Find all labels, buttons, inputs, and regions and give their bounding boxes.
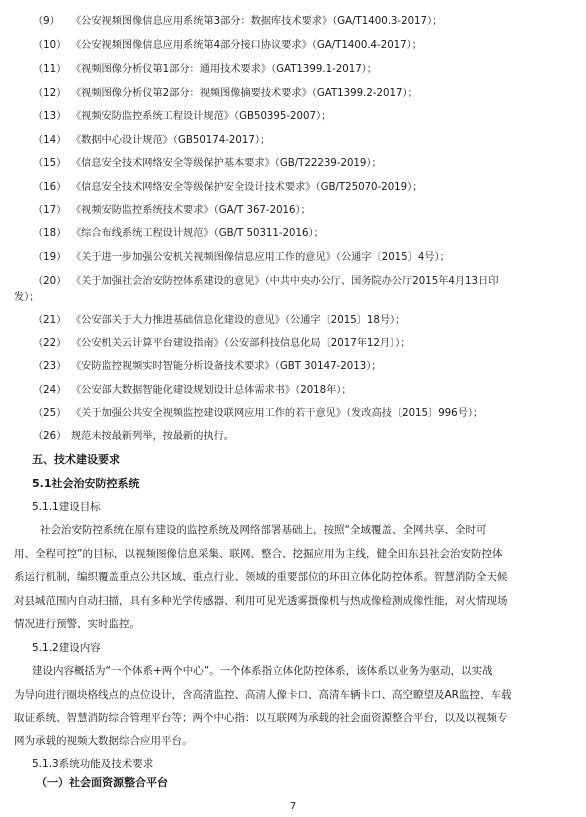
reference-index: （17） [33, 205, 67, 216]
reference-text: 《公安部大数据智能化建设规划设计总体需求书》（2018年）； [71, 385, 352, 396]
reference-text: 《关于加强社会治安防控体系建设的意见》（中共中央办公厅、国务院办公厅2015年4月13日印 [71, 276, 499, 287]
reference-text: 《视频图像分析仪第1部分：通用技术要求》（GAT1399.1-2017）； [71, 64, 377, 75]
reference-text: 《关于进一步加强公安机关视频图像信息应用工作的意见》（公通字〔2015〕4号）； [71, 252, 450, 263]
reference-text: 《信息安全技术网络安全等级保护安全设计技术要求》（GB/T25070-2019）； [71, 182, 423, 193]
paragraph-line: 系运行机制，编织覆盖重点公共区域、重点行业、领域的重要部位的环田立体化防控体系。智慧消防全天候 [14, 571, 508, 583]
subsection-heading: 5.1社会治安防控系统 [32, 477, 140, 490]
reference-text: 《安防监控视频实时智能分析设备技术要求》（GBT 30147-2013）； [71, 361, 382, 372]
paragraph-line: 建设内容概括为“一个体系+两个中心”。一个体系指立体化防控体系，该体系以业务为驱动，以实战 [32, 665, 493, 677]
reference-index: （16） [33, 182, 67, 193]
paragraph-line: 网为承载的视频大数据综合应用平台。 [14, 735, 193, 747]
paragraph-line: 取证系统、智慧消防综合管理平台等；两个中心指：以互联网为承载的社会面资源整合平台，以及以视频专 [14, 712, 508, 724]
subsection-heading: （一）社会面资源整合平台 [36, 776, 168, 789]
reference-index: （24） [33, 385, 67, 396]
reference-text: 《公安机关云计算平台建设指南》（公安部科技信息化局〔2017年12月〕）； [71, 338, 411, 349]
paragraph-line: 为导向进行圈块格线点的点位设计，含高清监控、高清人像卡口、高清车辆卡口、高空瞭望及AR监控、车载 [14, 689, 512, 701]
subsection-heading: 5.1.1建设目标 [32, 501, 101, 513]
reference-text: 规范未按最新列举，按最新的执行。 [71, 431, 234, 442]
reference-index: （23） [33, 361, 67, 372]
paragraph-line: 用、全程可控”的目标，以视频图像信息采集、联网、整合、挖掘应用为主线，健全田东县社会治安防控体 [14, 548, 503, 560]
reference-index: （20） [33, 276, 67, 287]
reference-text: 《综合布线系统工程设计规范》（GB/T 50311-2016）； [71, 228, 324, 239]
section-heading: 五、技术建设要求 [32, 453, 120, 466]
reference-continuation: 发）； [14, 292, 40, 303]
reference-text: 《视频图像分析仪第2部分：视频图像摘要技术要求》（GAT1399.2-2017）； [71, 88, 418, 99]
reference-index: （13） [33, 111, 67, 122]
reference-index: （21） [33, 315, 67, 326]
reference-index: （9） [33, 16, 60, 27]
reference-index: （19） [33, 252, 67, 263]
reference-index: （25） [33, 408, 67, 419]
reference-text: 《数据中心设计规范》（GB50174-2017）； [71, 135, 271, 146]
reference-text: 《视频安防监控系统技术要求》（GA/T 367-2016）； [71, 205, 311, 216]
reference-index: （10） [33, 40, 67, 51]
reference-text: 《公安部关于大力推进基础信息化建设的意见》（公通字〔2015〕18号）； [71, 315, 406, 326]
paragraph-line: 对县城范围内自动扫描，具有多种光学传感器、利用可见光透雾摄像机与热成像检测成像性能，对火情现场 [14, 595, 508, 607]
reference-text: 《信息安全技术网络安全等级保护基本要求》（GB/T22239-2019）； [71, 158, 382, 169]
reference-text: 《公安视频图像信息应用系统第3部分：数据库技术要求》（GA/T1400.3-2017）； [71, 16, 443, 27]
page-number: 7 [289, 801, 297, 812]
paragraph-line: 情况进行预警、实时监控。 [14, 618, 140, 630]
reference-index: （26） [33, 431, 67, 442]
reference-text: 《公安视频图像信息应用系统第4部分接口协议要求》（GA/T1400.4-2017）； [71, 40, 422, 51]
paragraph-line: 社会治安防控系统在原有建设的监控系统及网络部署基础上，按照“全域覆盖、全网共享、全时可 [40, 524, 487, 536]
reference-index: （15） [33, 158, 67, 169]
reference-index: （22） [33, 338, 67, 349]
reference-index: （14） [33, 135, 67, 146]
reference-text: 《视频安防监控系统工程设计规范》（GB50395-2007）； [71, 111, 332, 122]
reference-index: （11） [33, 64, 67, 75]
reference-index: （18） [33, 228, 67, 239]
reference-text: 《关于加强公共安全视频监控建设联网应用工作的若干意见》（发改高技〔2015〕996号）； [71, 408, 484, 419]
subsection-heading: 5.1.2建设内容 [32, 642, 101, 654]
subsection-heading: 5.1.3系统功能及技术要求 [32, 758, 154, 770]
reference-index: （12） [33, 88, 67, 99]
